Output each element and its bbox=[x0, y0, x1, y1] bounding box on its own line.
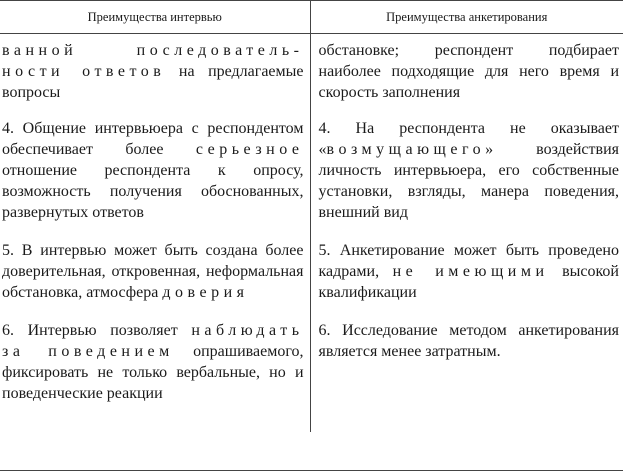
cell-text-head: 4. Общение интервьюера с респондентом обеспечивает более bbox=[2, 120, 304, 158]
spaced-text: серьезное bbox=[195, 141, 304, 158]
cell-text-tail: отношение респондента к опросу, возможность получения обоснованных, развернутых ответов bbox=[2, 162, 304, 221]
cell-text-tail: » воздействия личность интервьюера, его собственные установки, взгляды, манера поведения, внешний вид bbox=[318, 141, 619, 221]
spaced-text: ванной последователь bbox=[2, 42, 294, 59]
header-questionnaire-advantages: Преимущества анкетирования bbox=[310, 1, 623, 34]
table-row bbox=[0, 34, 623, 115]
table-header-row bbox=[0, 1, 623, 34]
cell-text-tail: опрашиваемого, фиксировать не только вербальные, но и поведенческие реакции bbox=[2, 343, 304, 402]
cell-text-head: 4. На респондента не оказывает « bbox=[318, 120, 619, 158]
spaced-text: возмущающего bbox=[326, 141, 486, 158]
cell-text-tail: на предлагаемые вопросы bbox=[2, 63, 304, 101]
table-cell-left bbox=[0, 316, 310, 432]
header-interview-advantages: Преимущества интервью bbox=[0, 1, 310, 34]
cell-text bbox=[2, 320, 304, 404]
table-cell-left bbox=[0, 34, 310, 115]
spaced-text: - ности ответов bbox=[2, 42, 304, 80]
cell-text-head: 5. В интервью может быть создана более доверительная, откровенная, неформальная обстановка, атмосфера bbox=[2, 242, 304, 301]
cell-text: обстановке; респондент подбирает наиболее подходящие для него время и скорость заполнения bbox=[318, 42, 619, 101]
cell-text bbox=[319, 240, 620, 303]
table-cell-left bbox=[0, 236, 310, 316]
spaced-text: наблюдать за поведением bbox=[2, 322, 304, 360]
spaced-text: не имеющими bbox=[392, 263, 549, 280]
cell-text bbox=[2, 40, 304, 103]
table-cell-right bbox=[310, 114, 623, 236]
cell-text bbox=[2, 240, 304, 303]
table-cell-right bbox=[310, 34, 623, 115]
cell-text-tail: высокой квалификации bbox=[318, 263, 619, 301]
table-cell-right bbox=[310, 316, 623, 432]
cell-text-head: 6. Интервью позволяет bbox=[2, 322, 192, 339]
table-row bbox=[0, 236, 623, 316]
table-cell-right bbox=[310, 236, 623, 316]
table-cell-left bbox=[0, 114, 310, 236]
table-row bbox=[0, 114, 623, 236]
cell-text: 6. Исследование методом анкетирования является менее затратным. bbox=[318, 322, 619, 360]
cell-text bbox=[319, 118, 620, 223]
table-row bbox=[0, 316, 623, 432]
spaced-text: доверия bbox=[162, 284, 249, 301]
cell-text-head: 5. Анкетирование может быть проведено кадрами, bbox=[318, 242, 619, 280]
cell-text bbox=[2, 118, 304, 223]
